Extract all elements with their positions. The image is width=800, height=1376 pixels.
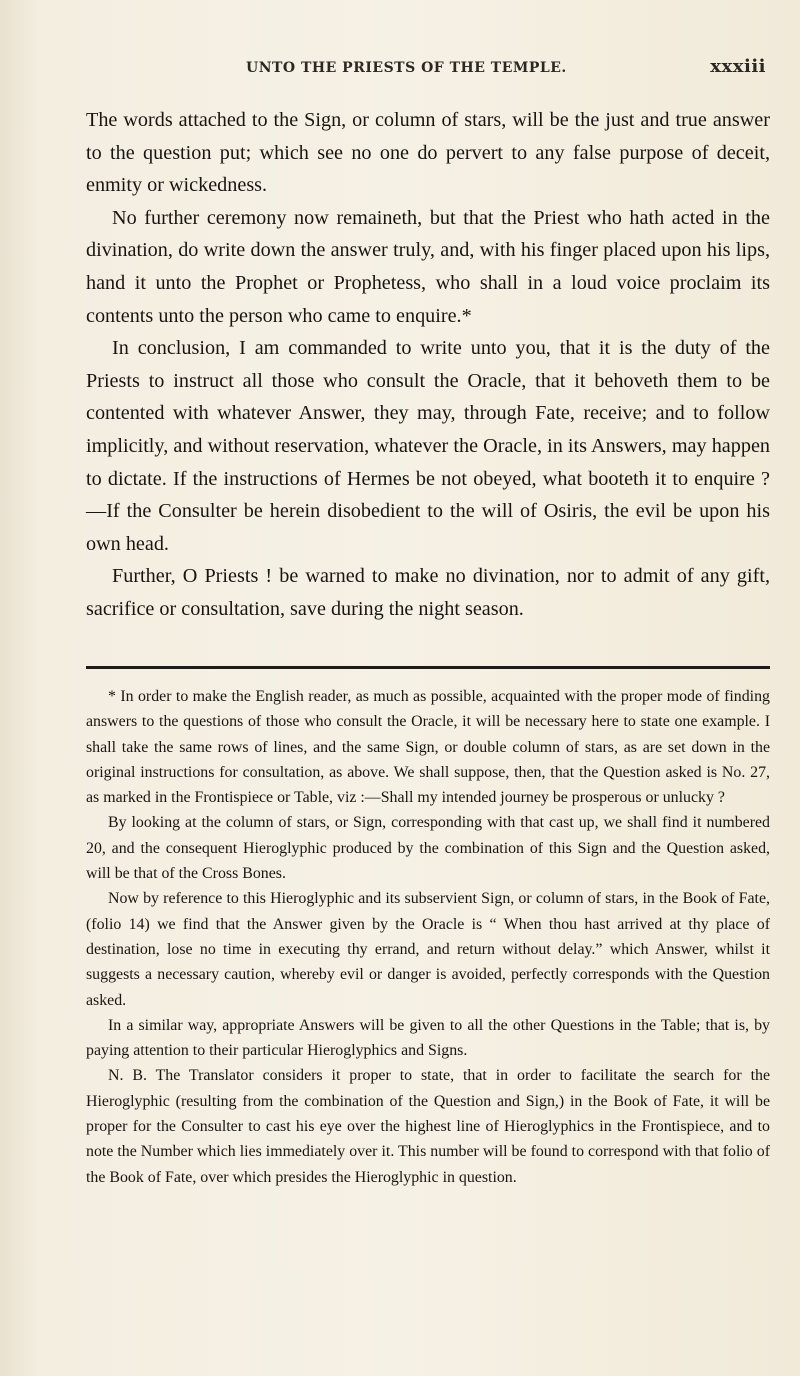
page-number: xxxiii: [710, 56, 766, 77]
footnote-block: [86, 684, 770, 1190]
running-title: UNTO THE PRIESTS OF THE TEMPLE.: [246, 60, 567, 76]
footnote-paragraph-2: By looking at the column of stars, or Sign, corresponding with that cast up, we shall find it numbered 20, and the consequent Hieroglyphic produced by the combination of this Sign and the Question asked, will be that of the Cross Bones.: [86, 814, 770, 883]
main-text: [86, 104, 770, 626]
footnote-paragraph-4: In a similar way, appropriate Answers will be given to all the other Questions in the Table; that is, by paying attention to their particular Hieroglyphics and Signs.: [86, 1016, 770, 1060]
footnote-paragraph-3: Now by reference to this Hieroglyphic and its subservient Sign, or column of stars, in the Book of Fate, (folio 14) we find that the Answer given by the Oracle is “ When thou hast arrived at thy place of destination, lose no time in executing thy errand, and return without delay.” which Answer, whilst it suggests a necessary caution, whereby evil or danger is avoided, perfectly corresponds with the Question asked.: [86, 890, 770, 1009]
footnote-divider: [86, 666, 770, 669]
paragraph-3: In conclusion, I am commanded to write unto you, that it is the duty of the Priests to instruct all those who consult the Oracle, that it behoveth them to be contented with whatever Answer, they may, through Fate, receive; and to follow implicitly, and without reservation, whatever the Oracle, in its Answers, may happen to dictate. If the instructions of Hermes be not obeyed, what booteth it to enquire ?—If the Consulter be herein disobedient to the will of Osiris, the evil be upon his own head.: [86, 337, 770, 555]
paragraph-1: The words attached to the Sign, or column of stars, will be the just and true answer to the question put; which see no one do pervert to any false purpose of deceit, enmity or wickedness.: [86, 109, 770, 197]
paragraph-4: Further, O Priests ! be warned to make no divination, nor to admit of any gift, sacrifice or consultation, save during the night season.: [86, 565, 770, 620]
footnote-paragraph-1: * In order to make the English reader, as much as possible, acquainted with the proper mode of finding answers to the questions of those who consult the Oracle, it will be necessary here to state one example. I shall take the same rows of lines, and the same Sign, or double column of stars, as are set down in the original instructions for consultation, as above. We shall suppose, then, that the Question asked is No. 27, as marked in the Frontispiece or Table, viz :—Shall my intended journey be prosperous or unlucky ?: [86, 688, 770, 807]
footnote-paragraph-5: N. B. The Translator considers it proper to state, that in order to facilitate the search for the Hieroglyphic (resulting from the combination of the Question and Sign,) in the Book of Fate, it will be proper for the Consulter to cast his eye over the highest line of Hieroglyphics in the Frontispiece, and to note the Number which lies immediately over it. This number will be found to correspond with that folio of the Book of Fate, over which presides the Hieroglyphic in question.: [86, 1067, 770, 1186]
paragraph-2: No further ceremony now remaineth, but that the Priest who hath acted in the divination, do write down the answer truly, and, with his finger placed upon his lips, hand it unto the Prophet or Prophetess, who shall in a loud voice proclaim its contents unto the person who came to enquire.*: [86, 206, 770, 327]
